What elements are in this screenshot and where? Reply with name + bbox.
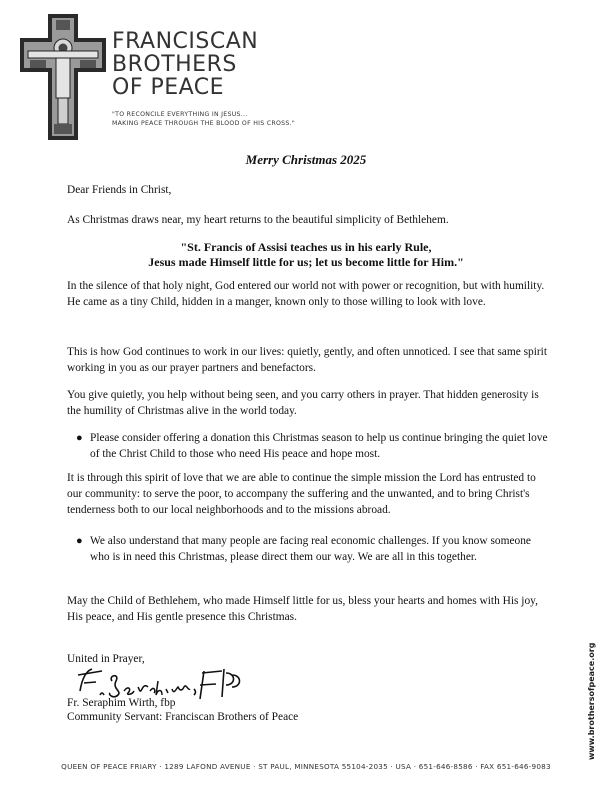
letter-title: Merry Christmas 2025 [245, 152, 367, 167]
website-url: www.brothersofpeace.org [587, 642, 596, 760]
paragraph-god-works: This is how God continues to work in our lives: quietly, gently, and often unnoticed. I see that same spirit working in you as our prayer partners and benefactors. [67, 346, 548, 374]
org-name [112, 30, 258, 99]
motto-line1: "TO RECONCILE EVERYTHING IN JESUS... [112, 111, 248, 118]
paragraph-holy-night: In the silence of that holy night, God entered our world not with power or recognition, but with humility. He came as a tiny Child, hidden in a manger, known only to those willing to look with love. [67, 280, 545, 308]
org-name-line1: FRANCISCAN [112, 29, 259, 54]
footer-address: QUEEN OF PEACE FRIARY · 1289 LAFOND AVENUE · ST PAUL, MINNESOTA 55104-2035 · USA · 651-646-8586 · FAX 651-646-9083 [61, 762, 551, 771]
intro-paragraph: As Christmas draws near, my heart returns to the beautiful simplicity of Bethlehem. [67, 214, 449, 226]
org-name-line3: OF PEACE [112, 75, 225, 100]
paragraph-mission: It is through this spirit of love that we are able to continue the simple mission the Lord has entrusted to our community: to serve the poor, to accompany the suffering and the unwanted, and to bring Christ's tenderness both to our local neighborhoods and to the missions abroad. [67, 472, 536, 516]
quote-line2: Jesus made Himself little for us; let us become little for Him." [148, 255, 464, 269]
economic-bullet-text: We also understand that many people are facing real economic challenges. If you know someone who is in need this Christmas, please direct them our way. We are all in this together. [90, 535, 531, 563]
org-motto [112, 110, 295, 128]
francis-quote [0, 240, 612, 270]
donation-bullet [76, 430, 548, 462]
signer-name: Fr. Seraphim Wirth, fbp [67, 697, 176, 709]
economic-bullet [76, 533, 548, 565]
bullet-icon: ● [76, 535, 83, 547]
greeting: Dear Friends in Christ, [67, 184, 172, 196]
paragraph-blessing: May the Child of Bethlehem, who made Himself little for us, bless your hearts and homes with His joy, His peace, and His gentle presence this Christmas. [67, 595, 538, 623]
org-name-line2: BROTHERS [112, 52, 237, 77]
motto-line2: MAKING PEACE THROUGH THE BLOOD OF HIS CROSS." [112, 120, 296, 127]
paragraph-generosity: You give quietly, you help without being seen, and you carry others in prayer. That hidden generosity is the humility of Christmas alive in the world today. [67, 389, 539, 417]
san-damiano-cross-icon [18, 12, 108, 142]
quote-line1: "St. Francis of Assisi teaches us in his early Rule, [180, 240, 432, 254]
closing: United in Prayer, [67, 653, 145, 665]
bullet-icon: ● [76, 432, 83, 444]
signer-title: Community Servant: Franciscan Brothers of Peace [67, 711, 299, 723]
donation-bullet-text: Please consider offering a donation this Christmas season to help us continue bringing the quiet love of the Christ Child to those who need His peace and hope most. [90, 432, 548, 460]
